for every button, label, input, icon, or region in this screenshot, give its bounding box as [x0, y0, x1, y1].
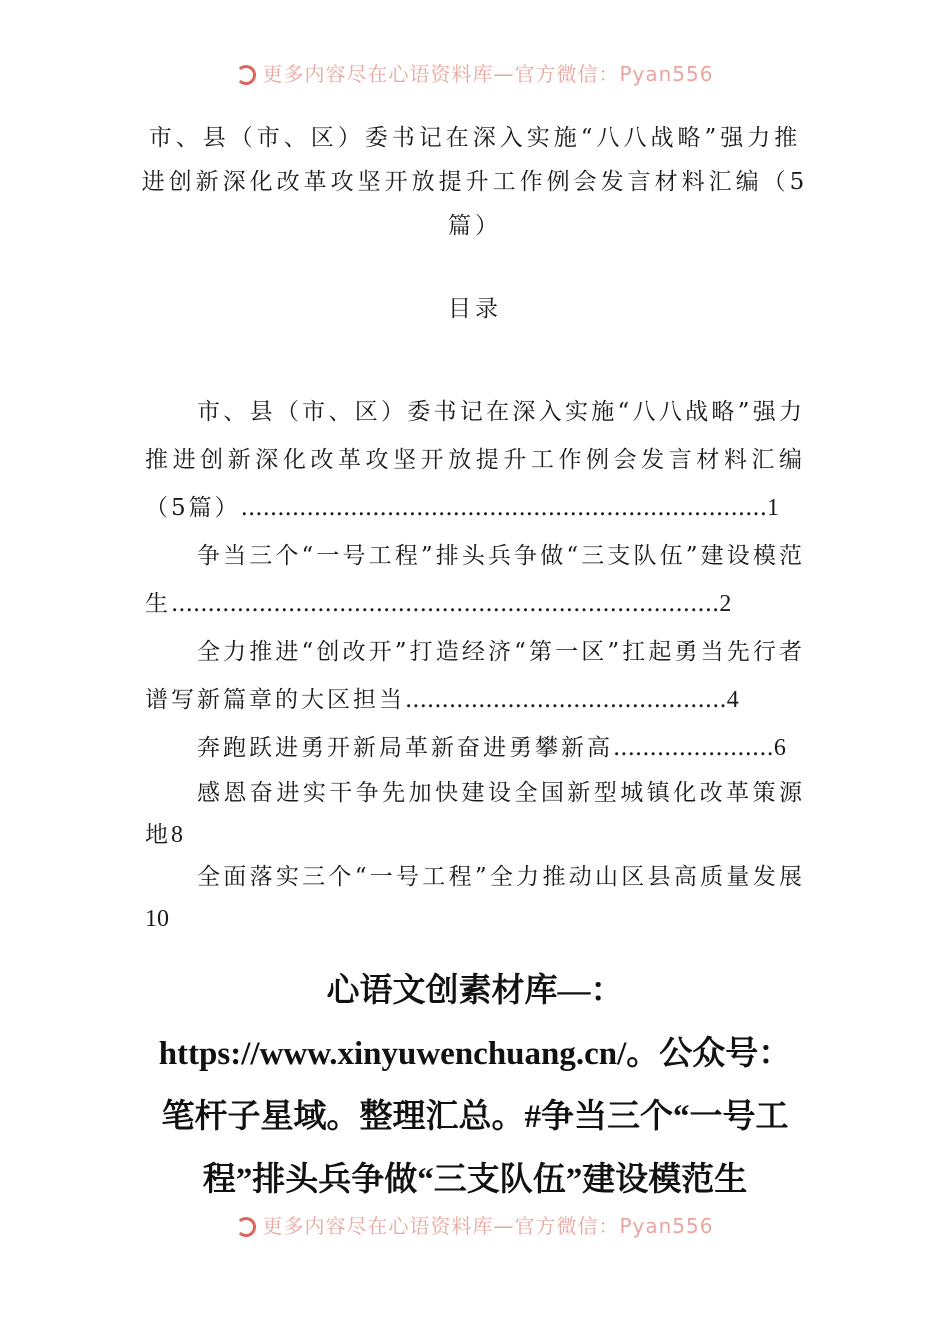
- table-of-contents: [145, 388, 805, 940]
- toc-page-number: 4: [726, 687, 739, 713]
- toc-entry-4[interactable]: [145, 724, 805, 772]
- toc-entry-1[interactable]: [145, 388, 805, 532]
- toc-page-number: 1: [767, 495, 780, 521]
- toc-page-number: 8: [171, 822, 183, 848]
- toc-entry-title: 奔跑跃进勇开新局革新奋进勇攀新高: [197, 735, 613, 761]
- toc-heading: 目录: [448, 296, 502, 322]
- toc-page-number: 6: [773, 735, 786, 761]
- toc-leader: ............................................: [405, 687, 727, 713]
- watermark-top: [0, 58, 950, 87]
- toc-page-number: 10: [145, 906, 169, 932]
- toc-entry-title: 全面落实三个“一号工程”全力推动山区县高质量发展: [197, 864, 805, 890]
- watermark-text: 更多内容尽在心语资料库—官方微信：Pyan556: [262, 62, 714, 86]
- watermark-logo-icon: [236, 1217, 256, 1237]
- toc-leader: ......................: [613, 735, 774, 761]
- watermark-bottom: [0, 1210, 950, 1239]
- toc-entry-title: 市、县（市、区）委书记在深入实施“八八战略”强力推进创新深化改革攻坚开放提升工作例会发言材料汇编（5篇）: [145, 399, 805, 521]
- watermark-logo-icon: [236, 65, 256, 85]
- toc-entry-title: 感恩奋进实干争先加快建设全国新型城镇化改革策源地: [145, 780, 805, 848]
- toc-page-number: 2: [719, 591, 732, 617]
- toc-entry-2[interactable]: [145, 532, 805, 628]
- watermark-text: 更多内容尽在心语资料库—官方微信：Pyan556: [262, 1214, 714, 1238]
- toc-entry-3[interactable]: [145, 628, 805, 724]
- document-title: 市、县（市、区）委书记在深入实施“八八战略”强力推进创新深化改革攻坚开放提升工作例会发言材料汇编（5篇）: [141, 125, 809, 239]
- toc-leader: ...........................................................................: [171, 591, 720, 617]
- toc-leader: ........................................................................: [240, 495, 768, 521]
- promo-text: 心语文创素材库—：https://www.xinyuwenchuang.cn/。公众号：笔杆子星域。整理汇总。#争当三个“一号工程”排头兵争做“三支队伍”建设模范生: [158, 973, 792, 1198]
- toc-entry-title: 全力推进“创改开”打造经济“第一区”扛起勇当先行者谱写新篇章的大区担当: [145, 639, 805, 713]
- toc-entry-title: 争当三个“一号工程”排头兵争做“三支队伍”建设模范生: [145, 543, 805, 617]
- toc-entry-5[interactable]: [145, 772, 805, 856]
- toc-entry-6[interactable]: [145, 856, 805, 940]
